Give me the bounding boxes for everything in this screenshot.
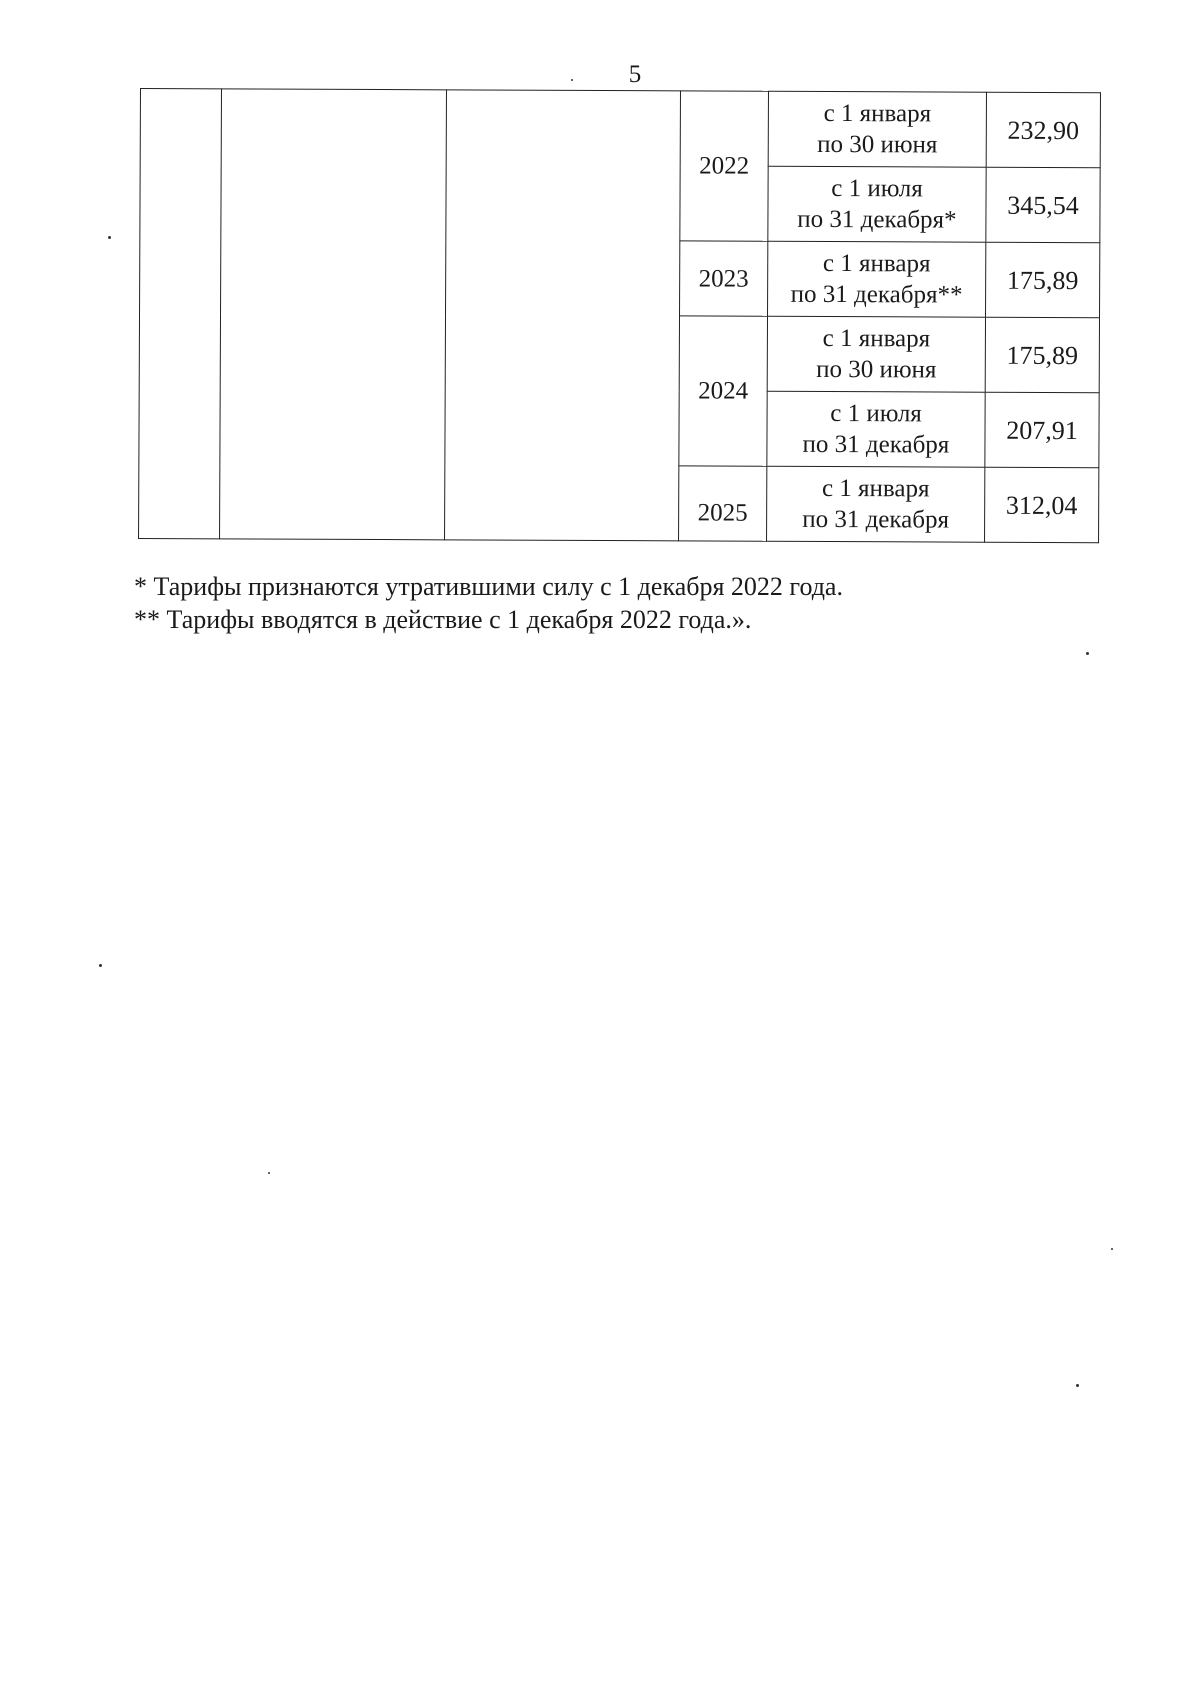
footnote-double-asterisk: ** Тарифы вводятся в действие с 1 декабря 2022 года.». <box>134 605 752 634</box>
tariff-value: 175,89 <box>986 242 1100 317</box>
period-from: с 1 января <box>821 474 930 503</box>
period-to: по 31 декабря <box>802 505 950 534</box>
tariff-value: 207,91 <box>985 392 1099 467</box>
table-row <box>140 89 1100 168</box>
period-cell <box>768 241 986 317</box>
page-number: 5 <box>628 61 642 88</box>
period-to: по 31 декабря <box>802 430 950 459</box>
period-cell <box>768 166 986 242</box>
period-cell <box>767 466 985 542</box>
footnotes <box>134 570 1114 636</box>
period-to: по 31 декабря* <box>797 205 957 234</box>
scan-speck <box>1086 652 1089 655</box>
tariff-table <box>138 88 1101 543</box>
tariff-value: 312,04 <box>985 467 1099 542</box>
scan-speck <box>108 236 111 239</box>
tariff-value: 175,89 <box>985 317 1099 392</box>
empty-column-2 <box>220 89 447 540</box>
period-cell <box>768 91 986 167</box>
scan-speck <box>268 1172 270 1174</box>
period-from: с 1 июля <box>831 175 923 203</box>
period-cell <box>767 316 985 392</box>
scan-speck <box>1076 1384 1079 1387</box>
period-from: с 1 января <box>822 324 931 353</box>
period-cell <box>767 391 985 467</box>
period-from: с 1 января <box>823 99 932 128</box>
period-from: с 1 июля <box>830 400 922 428</box>
scan-speck <box>571 79 573 81</box>
year-cell-2023: 2023 <box>680 241 768 316</box>
scan-speck <box>99 964 102 967</box>
period-from: с 1 января <box>822 249 931 278</box>
year-cell-2025: 2025 <box>679 466 767 541</box>
empty-column-1 <box>139 89 222 539</box>
empty-column-3 <box>445 90 681 541</box>
scan-speck <box>1111 1248 1113 1250</box>
tariff-value: 232,90 <box>986 92 1100 167</box>
year-cell-2022: 2022 <box>680 91 769 241</box>
period-to: по 30 июня <box>816 355 937 384</box>
period-to: по 30 июня <box>817 130 938 159</box>
year-cell-2024: 2024 <box>679 316 768 466</box>
period-to: по 31 декабря** <box>790 280 963 309</box>
tariff-value: 345,54 <box>986 167 1100 242</box>
footnote-single-asterisk: * Тарифы признаются утратившими силу с 1 декабря 2022 года. <box>134 572 843 601</box>
